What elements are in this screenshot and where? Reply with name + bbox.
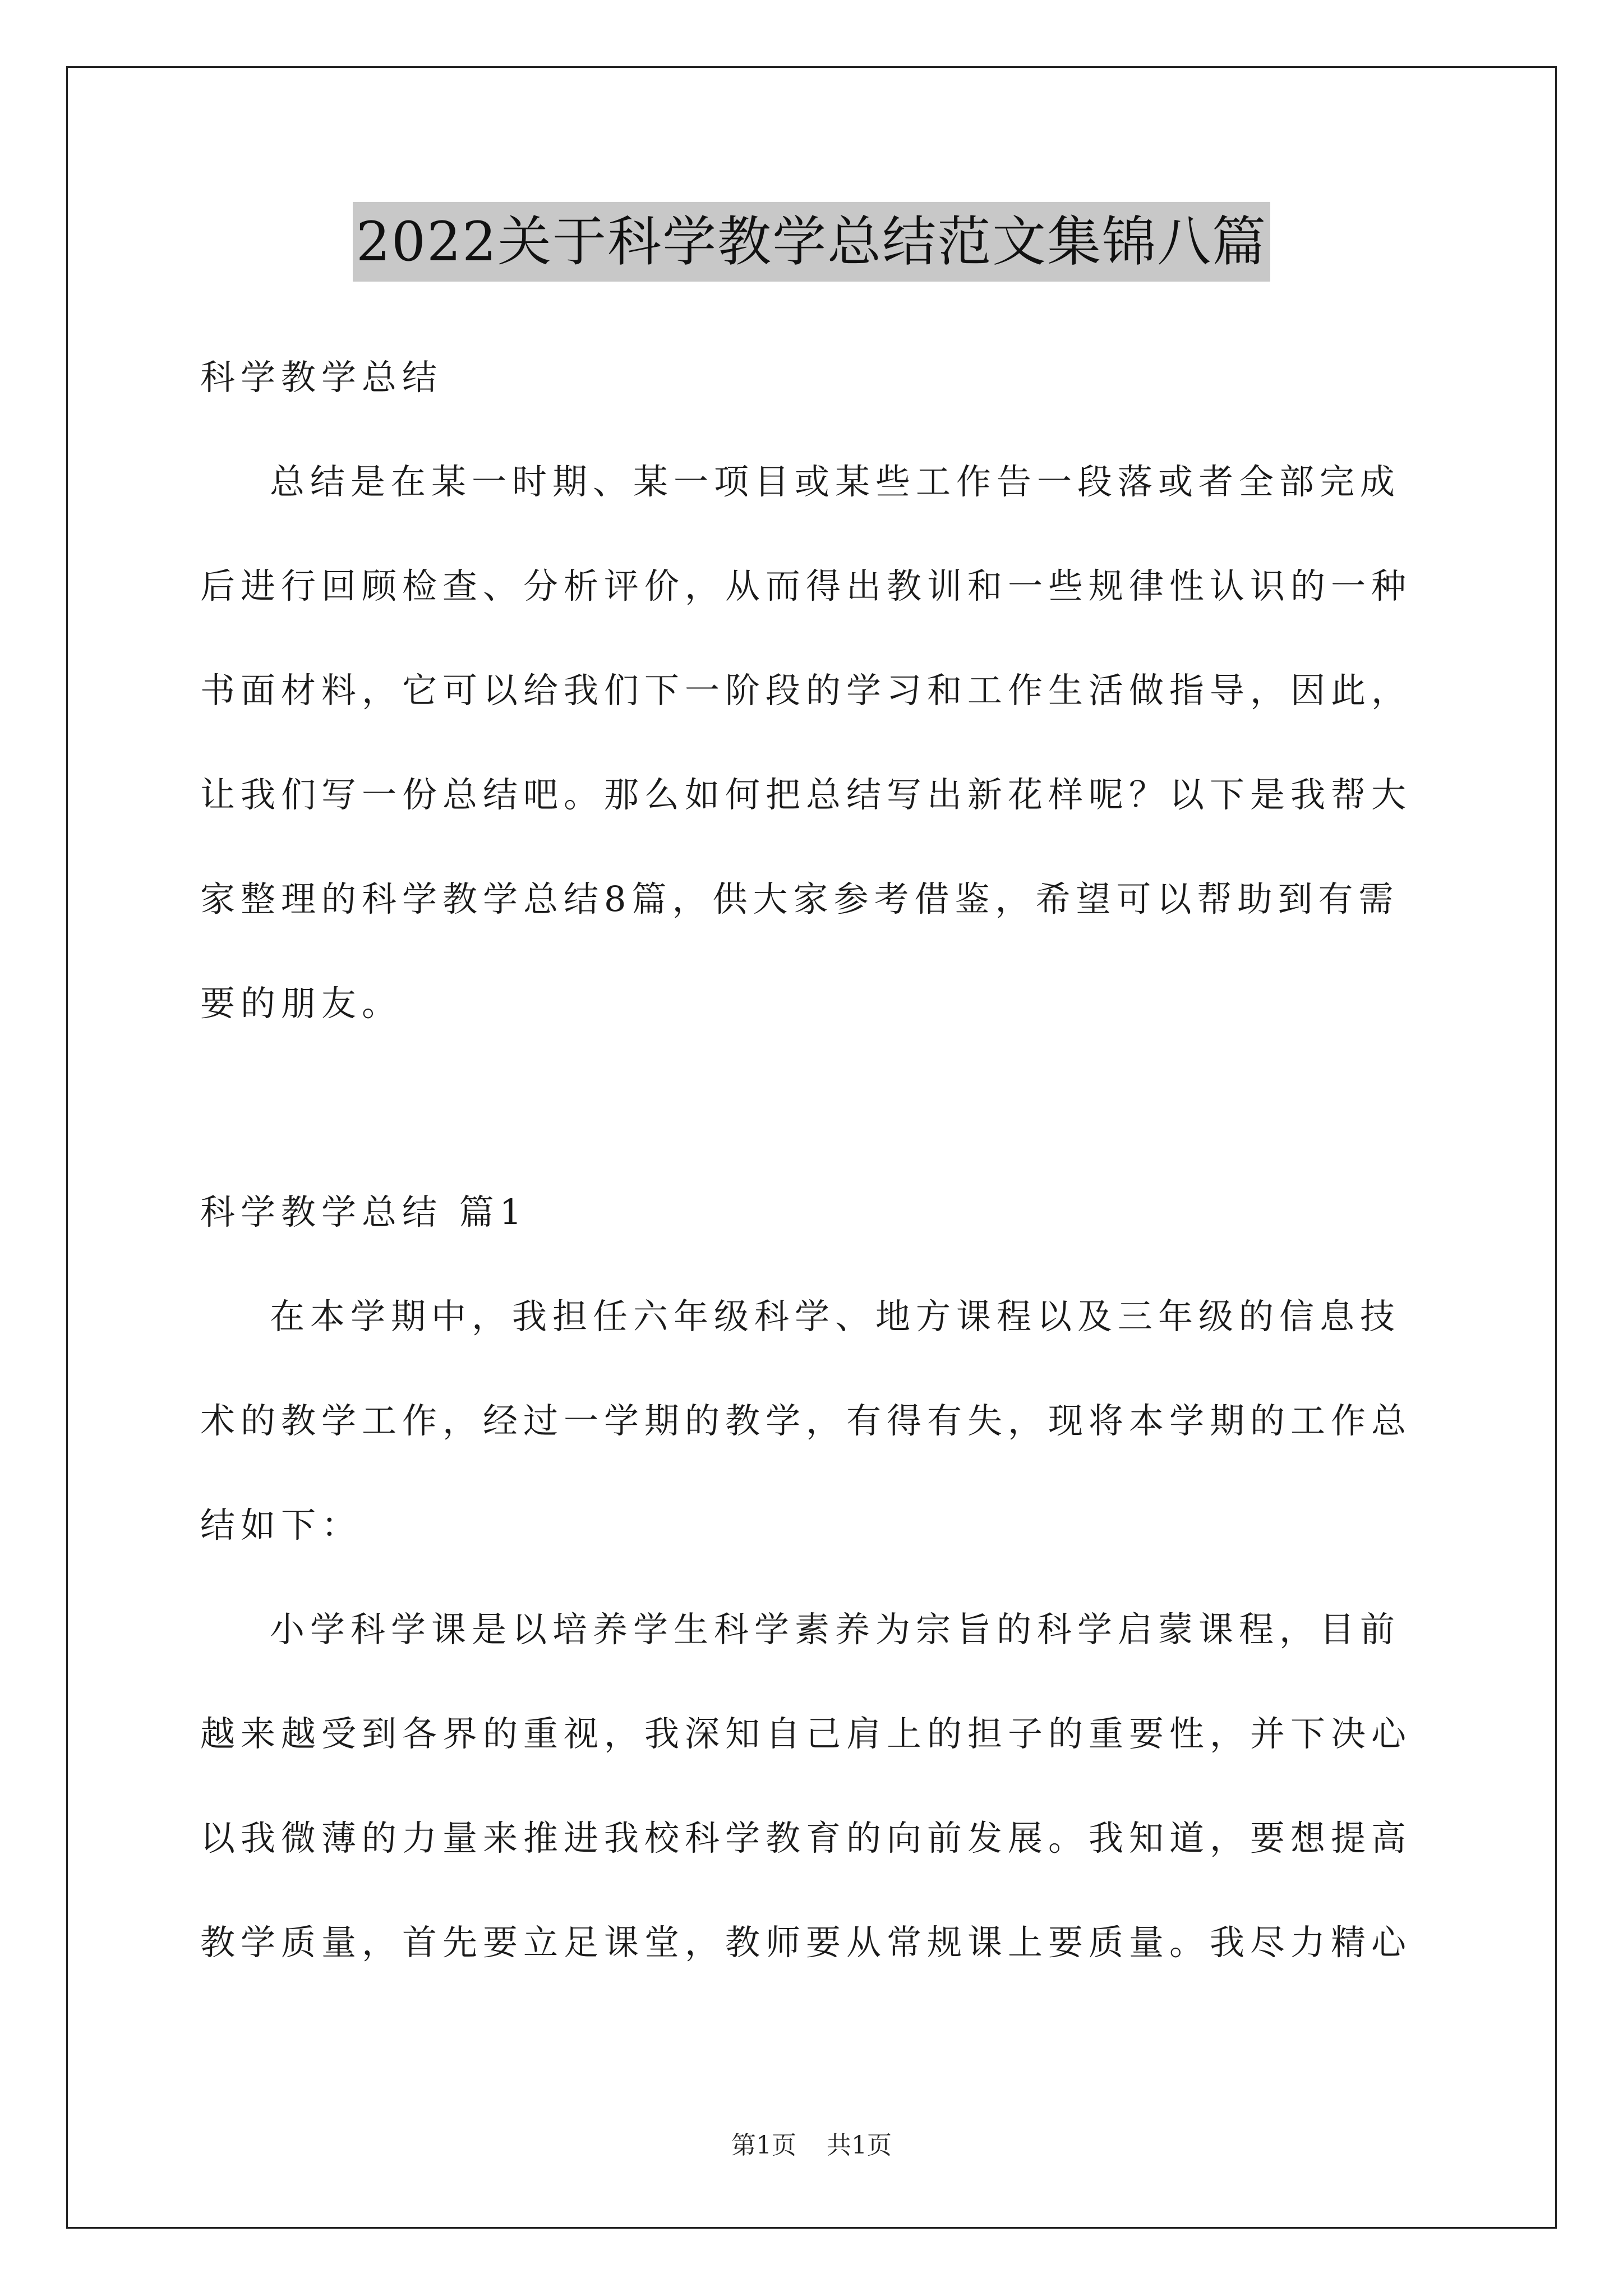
section1-paragraph-2: 小学科学课是以培养学生科学素养为宗旨的科学启蒙课程，目前越来越受到各界的重视，我深知自己肩上的担子的重要性，并下决心以我微薄的力量来推进我校科学教育的向前发展。我知道，要想提高教学质量，首先要立足课堂，教师要从常规课上要质量。我尽力精心 [200, 1609, 1412, 1963]
page-total: 共1页 [827, 2131, 892, 2160]
intro-heading: 科学教学总结 [200, 357, 443, 398]
document-title: 2022关于科学教学总结范文集锦八篇 [353, 202, 1270, 282]
section1-heading: 科学教学总结 篇1 [200, 1191, 528, 1232]
page-footer [0, 2129, 1623, 2162]
page-number: 第1页 [731, 2131, 796, 2160]
intro-paragraph: 总结是在某一时期、某一项目或某些工作告一段落或者全部完成后进行回顾检查、分析评价，从而得出教训和一些规律性认识的一种书面材料，它可以给我们下一阶段的学习和工作生活做指导，因此，让我们写一份总结吧。那么如何把总结写出新花样呢？以下是我帮大家整理的科学教学总结8篇，供大家参考借鉴，希望可以帮助到有需要的朋友。 [200, 461, 1412, 1024]
document-body [200, 325, 1428, 1995]
title-container [0, 202, 1623, 282]
section-spacer [200, 1056, 1428, 1160]
section1-paragraph-1: 在本学期中，我担任六年级科学、地方课程以及三年级的信息技术的教学工作，经过一学期的教学，有得有失，现将本学期的工作总结如下： [200, 1296, 1412, 1545]
